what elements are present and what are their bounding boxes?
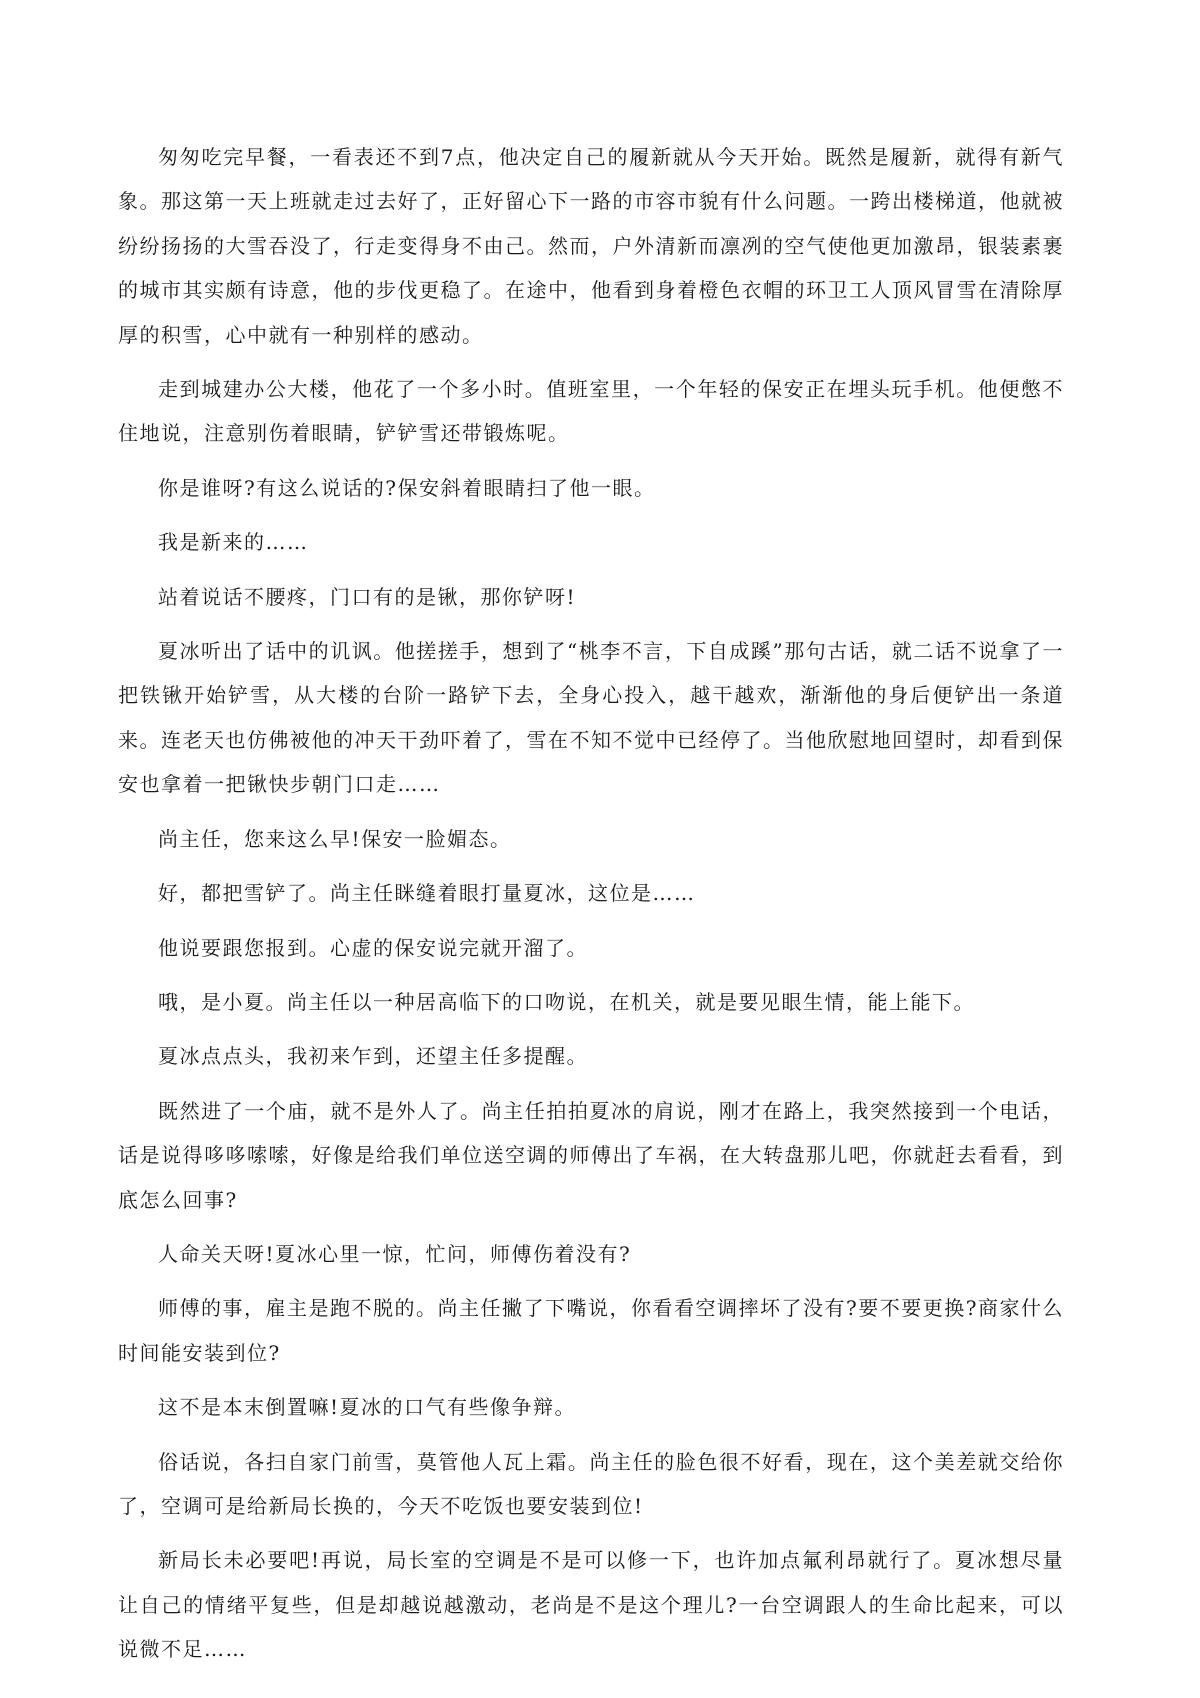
paragraph: 夏冰点点头，我初来乍到，还望主任多提醒。 xyxy=(158,1044,588,1069)
paragraph: 哦，是小夏。尚主任以一种居高临下的口吻说，在机关，就是要见眼生情，能上能下。 xyxy=(158,989,975,1014)
paragraph: 我是新来的…… xyxy=(158,530,309,555)
paragraph: 他说要跟您报到。心虚的保安说完就开溜了。 xyxy=(158,935,588,960)
paragraph: 走到城建办公大楼，他花了一个多小时。值班室里，一个年轻的保安正在埋头玩手机。他便憋不住地说，注意别伤着眼睛，铲铲雪还带锻炼呢。 xyxy=(118,377,1064,446)
document-body xyxy=(118,135,1064,1682)
paragraph: 站着说话不腰疼，门口有的是锹，那你铲呀! xyxy=(158,584,577,609)
paragraph: 匆匆吃完早餐，一看表还不到7点，他决定自己的履新就从今天开始。既然是履新，就得有新气象。那这第一天上班就走过去好了，正好留心下一路的市容市貌有什么问题。一跨出楼梯道，他就被纷纷扬扬的大雪吞没了，行走变得身不由己。然而，户外清新而凛冽的空气使他更加激昂，银装素裹的城市其实颇有诗意，他的步伐更稳了。在途中，他看到身着橙色衣帽的环卫工人顶风冒雪在清除厚厚的积雪，心中就有一种别样的感动。 xyxy=(118,145,1064,347)
paragraph: 俗话说，各扫自家门前雪，莫管他人瓦上霜。尚主任的脸色很不好看，现在，这个美差就交给你了，空调可是给新局长换的，今天不吃饭也要安装到位! xyxy=(118,1449,1064,1518)
paragraph: 好，都把雪铲了。尚主任眯缝着眼打量夏冰，这位是…… xyxy=(158,881,696,906)
paragraph: 夏冰听出了话中的讥讽。他搓搓手，想到了“桃李不言，下自成蹊”那句古话，就二话不说拿了一把铁锹开始铲雪，从大楼的台阶一路铲下去，全身心投入，越干越欢，渐渐他的身后便铲出一条道来。连老天也仿佛被他的冲天干劲吓着了，雪在不知不觉中已经停了。当他欣慰地回望时，却看到保安也拿着一把锹快步朝门口走…… xyxy=(118,639,1064,797)
paragraph: 新局长未必要吧!再说，局长室的空调是不是可以修一下，也许加点氟利昂就行了。夏冰想尽量让自己的情绪平复些，但是却越说越激动，老尚是不是这个理儿?一台空调跟人的生命比起来，可以说微不足…… xyxy=(118,1548,1064,1662)
paragraph: 师傅的事，雇主是跑不脱的。尚主任撇了下嘴说，你看看空调摔坏了没有?要不要更换?商家什么时间能安装到位? xyxy=(118,1296,1064,1365)
paragraph: 这不是本末倒置嘛!夏冰的口气有些像争辩。 xyxy=(158,1395,577,1420)
paragraph: 人命关天呀!夏冰心里一惊，忙问，师傅伤着没有? xyxy=(158,1241,632,1266)
paragraph: 你是谁呀?有这么说话的?保安斜着眼睛扫了他一眼。 xyxy=(158,475,656,500)
paragraph: 既然进了一个庙，就不是外人了。尚主任拍拍夏冰的肩说，刚才在路上，我突然接到一个电话，话是说得哆哆嗦嗦，好像是给我们单位送空调的师傅出了车祸，在大转盘那儿吧，你就赶去看看，到底怎么回事? xyxy=(118,1098,1064,1212)
paragraph: 尚主任，您来这么早!保安一脸媚态。 xyxy=(158,826,512,851)
